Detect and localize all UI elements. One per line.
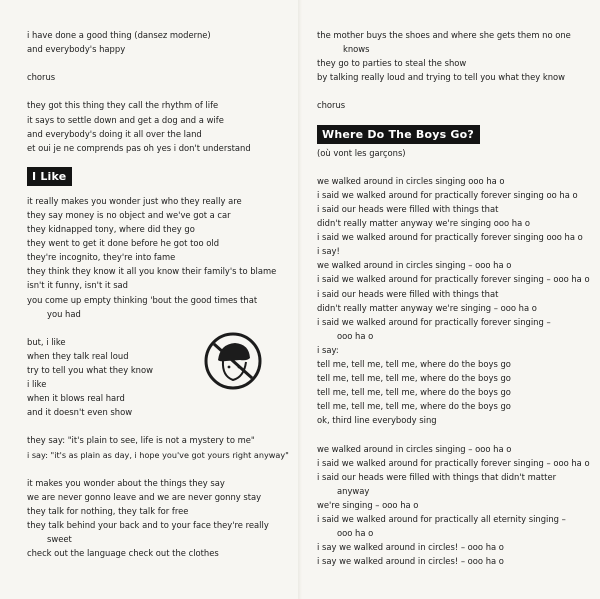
boys-verse3: [317, 442, 590, 569]
lyric-line: they say money is no object and we've got a car: [27, 209, 231, 220]
no-hat-head-icon: [202, 330, 264, 392]
lyric-line-continued: sweet: [47, 534, 72, 545]
lyric-line: they got this thing they call the rhythm of life: [27, 100, 219, 111]
lyric-line-continued: anyway: [337, 485, 370, 496]
lyric-line: i said we walked around for practically all eternity singing –: [317, 514, 566, 524]
lyric-line: i say we walked around in circles! – ooo ha o: [317, 556, 504, 567]
lyric-line: when it blows real hard: [27, 393, 125, 404]
lyric-line: it really makes you wonder just who they really are: [27, 195, 242, 206]
lyric-line: didn't really matter anyway we're singing ooo ha o: [317, 218, 531, 229]
right-block1: [317, 28, 582, 84]
lyric-line: it makes you wonder about the things they say: [27, 477, 225, 488]
lyric-line: i said we walked around for practically forever singing oo ha o: [317, 189, 578, 200]
lyric-line: i like: [27, 379, 47, 390]
left-column: [27, 28, 289, 560]
lyric-line: we walked around in circles singing ooo ha o: [317, 175, 505, 186]
i-like-verse3: [27, 433, 289, 461]
lyric-line: tell me, tell me, tell me, where do the boys go: [317, 387, 511, 398]
lyric-line: i say:: [317, 344, 339, 355]
lyric-line: when they talk real loud: [27, 350, 129, 361]
lyric-line: et oui je ne comprends pas oh yes i don't understand: [27, 142, 251, 153]
boys-verse1: [317, 174, 590, 343]
lyric-line: check out the language check out the clothes: [27, 548, 219, 559]
lyric-line: it says to settle down and get a dog and a wife: [27, 114, 224, 125]
lyric-line: we're singing – ooo ha o: [317, 499, 419, 510]
song-title-where-do-the-boys-go: Where Do The Boys Go?: [317, 125, 480, 144]
lyric-line: we walked around in circles singing – ooo ha o: [317, 443, 512, 454]
right-column: [317, 28, 590, 568]
lyric-line: the mother buys the shoes and where she gets them no one: [317, 30, 571, 40]
i-like-verse1: [27, 194, 289, 321]
left-block1: [27, 28, 289, 56]
lyric-line: i say!: [317, 246, 340, 257]
lyric-line: i say: "it's as plain as day, i hope you've got yours right anyway": [27, 449, 289, 460]
lyric-line: they're incognito, they're into fame: [27, 252, 176, 263]
lyric-line: i said we walked around for practically forever singing ooo ha o: [317, 232, 583, 243]
lyric-line: and it doesn't even show: [27, 407, 133, 418]
page-gutter: [298, 0, 302, 599]
lyric-line: but, i like: [27, 336, 66, 347]
lyric-line: by talking really loud and trying to tell you what they know: [317, 72, 566, 83]
i-like-verse4: [27, 476, 289, 561]
lyric-line: i say we walked around in circles! – ooo ha o: [317, 542, 504, 553]
lyric-line: didn't really matter anyway we're singing – ooo ha o: [317, 302, 537, 313]
lyric-line: they talk behind your back and to your face they're really: [27, 520, 269, 530]
lyric-line: tell me, tell me, tell me, where do the boys go: [317, 401, 511, 412]
lyric-line: isn't it funny, isn't it sad: [27, 280, 129, 291]
lyric-line: they think they know it all you know their family's to blame: [27, 266, 277, 277]
lyric-line: i said our heads were filled with things that: [317, 203, 499, 214]
lyric-line: and everybody's doing it all over the land: [27, 128, 202, 139]
lyric-line: i said our heads were filled with things that didn't matter: [317, 471, 557, 482]
lyric-line: ok, third line everybody sing: [317, 415, 437, 426]
lyric-line-continued: knows: [343, 44, 370, 55]
lyric-line: they kidnapped tony, where did they go: [27, 224, 195, 235]
lyric-line: i said we walked around for practically forever singing – ooo ha o: [317, 274, 590, 285]
lyric-line: they went to get it done before he got too old: [27, 238, 220, 249]
lyric-line: i said we walked around for practically forever singing –: [317, 316, 551, 327]
lyric-line: tell me, tell me, tell me, where do the boys go: [317, 358, 511, 369]
lyric-line: i have done a good thing (dansez moderne): [27, 30, 211, 40]
chorus-marker: chorus: [27, 72, 56, 83]
lyric-line: i said our heads were filled with things that: [317, 288, 499, 299]
lyric-line: they say: "it's plain to see, life is not a mystery to me": [27, 435, 255, 446]
lyric-line-continued: ooo ha o: [337, 330, 374, 341]
lyric-line-continued: you had: [47, 308, 81, 319]
lyric-line: and everybody's happy: [27, 44, 126, 55]
lyric-line: try to tell you what they know: [27, 364, 153, 375]
song-subtitle: (où vont les garçons): [317, 147, 406, 158]
lyric-line: i said we walked around for practically forever singing – ooo ha o: [317, 457, 590, 468]
lyric-line: we walked around in circles singing – ooo ha o: [317, 260, 512, 271]
left-block2: [27, 98, 289, 154]
lyric-line: you come up empty thinking 'bout the good times that: [27, 294, 258, 305]
song-title-i-like: I Like: [27, 167, 72, 186]
lyric-line: they talk for nothing, they talk for free: [27, 505, 189, 516]
lyric-line: they go to parties to steal the show: [317, 58, 467, 69]
chorus-marker: chorus: [317, 100, 346, 111]
lyric-line-continued: ooo ha o: [337, 528, 374, 539]
lyric-line: we are never gonno leave and we are never gonny stay: [27, 491, 262, 502]
lyric-line: tell me, tell me, tell me, where do the boys go: [317, 373, 511, 384]
boys-verse2: [317, 343, 582, 428]
